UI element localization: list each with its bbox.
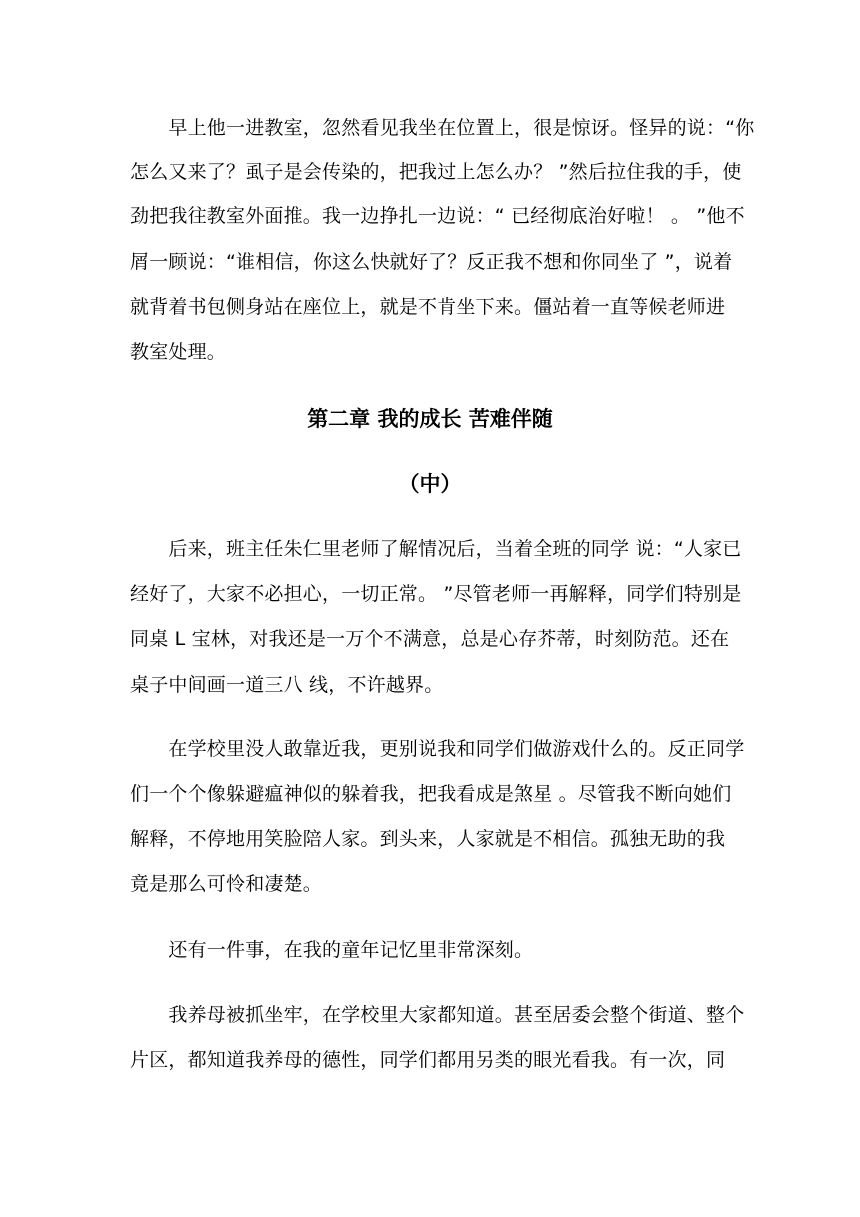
- chapter-title: 第二章 我的成长 苦难伴随: [307, 407, 553, 431]
- text-line: 经好了，大家不必担心，一切正常。 ”尽管老师一再解释，同学们特别是: [130, 583, 742, 605]
- text-line: 早上他一进教室，忽然看见我坐在位置上，很是惊讶。怪异的说：“你: [130, 117, 755, 139]
- text-line: 解释，不停地用笑脸陪人家。到头来，人家就是不相信。孤独无助的我: [130, 828, 726, 850]
- text-line: 还有一件事，在我的童年记忆里非常深刻。: [130, 939, 534, 961]
- text-line: 怎么又来了？虱子是会传染的，把我过上怎么办？ ”然后拉住我的手，使: [130, 161, 742, 183]
- text-line: 就背着书包侧身站在座位上，就是不肯坐下来。僵站着一直等候老师进: [130, 296, 726, 318]
- text-line: 教室处理。: [130, 341, 227, 363]
- chapter-subtitle: （中）: [398, 472, 462, 496]
- text-line: 竟是那么可怜和凄楚。: [130, 873, 323, 895]
- text-line: 同桌 L 宝林，对我还是一万个不满意，总是心存芥蒂，时刻防范。还在: [130, 628, 730, 650]
- text-line: 劲把我往教室外面推。我一边挣扎一边说：“ 已经彻底治好啦！ 。 ”他不: [130, 205, 745, 227]
- text-line: 我养母被抓坐牢，在学校里大家都知道。甚至居委会整个街道、整个: [130, 1004, 745, 1026]
- text-line: 屑一顾说：“谁相信，你这么快就好了？反正我不想和你同坐了 ”，说着: [130, 251, 733, 273]
- text-line: 们一个个像躲避瘟神似的躲着我，把我看成是煞星 。尽管我不断向她们: [130, 783, 732, 805]
- text-line: 桌子中间画一道三八 线，不许越界。: [130, 674, 444, 696]
- text-line: 在学校里没人敢靠近我，更别说我和同学们做游戏什么的。反正同学: [130, 738, 745, 760]
- text-line: 片区，都知道我养母的德性，同学们都用另类的眼光看我。有一次，同: [130, 1049, 726, 1071]
- text-line: 后来，班主任朱仁里老师了解情况后，当着全班的同学 说：“人家已: [130, 538, 742, 560]
